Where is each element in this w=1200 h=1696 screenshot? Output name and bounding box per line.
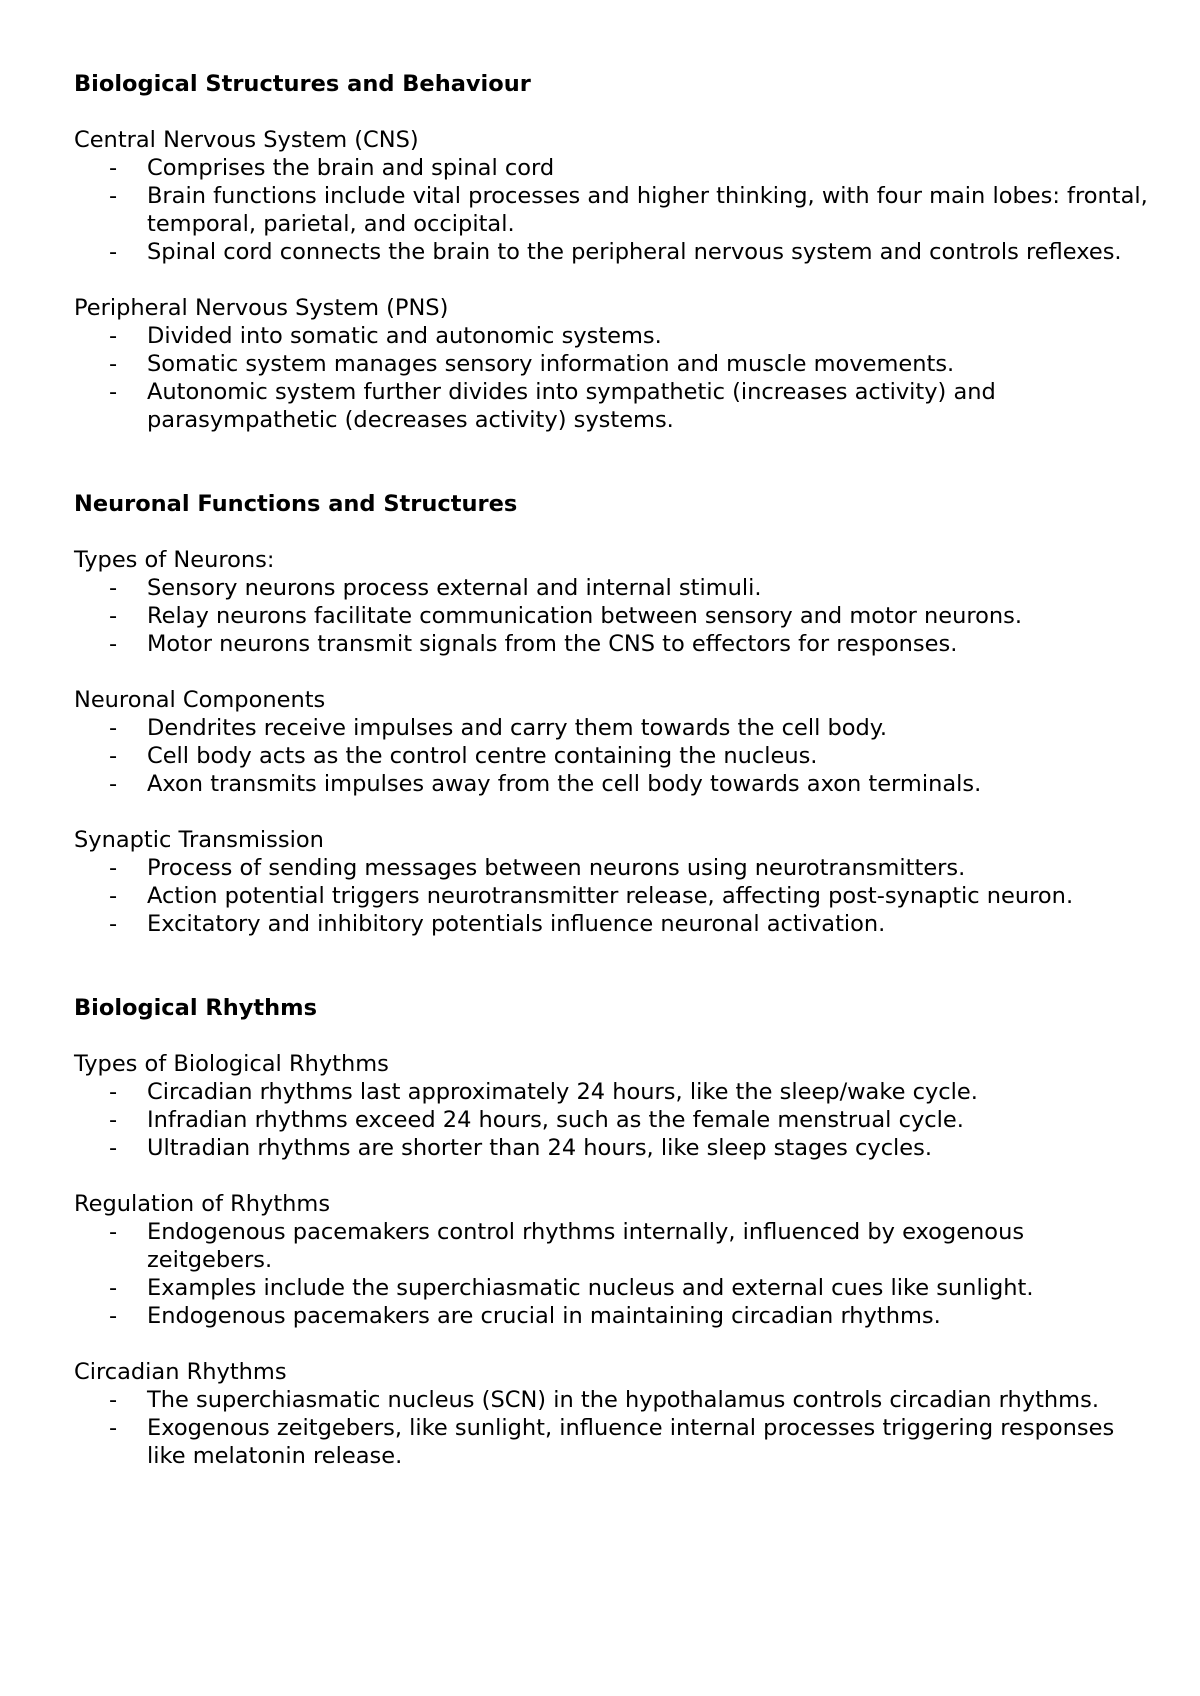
bullet-text: Action potential triggers neurotransmitter release, affecting post-synaptic neuron. [147,883,1074,909]
bullet-list [74,714,1154,798]
bullet-text: Dendrites receive impulses and carry them towards the cell body. [147,715,888,741]
bullet-text: Comprises the brain and spinal cord [147,155,555,181]
subsection-title: Regulation of Rhythms [74,1191,331,1217]
bullet-text: Sensory neurons process external and internal stimuli. [147,575,762,601]
bullet-text: The superchiasmatic nucleus (SCN) in the hypothalamus controls circadian rhythms. [147,1387,1099,1413]
subsection-title: Types of Biological Rhythms [74,1051,389,1077]
bullet-item [74,882,1154,910]
bullet-marker: - [109,771,118,797]
subsection-title: Neuronal Components [74,687,326,713]
bullet-text: Somatic system manages sensory information and muscle movements. [147,351,955,377]
subsection-title: Central Nervous System (CNS) [74,127,419,153]
bullet-marker: - [109,1275,118,1301]
bullet-item [74,910,1154,938]
subsection-title: Peripheral Nervous System (PNS) [74,295,449,321]
bullet-list [74,1078,1154,1162]
bullet-marker: - [109,575,118,601]
bullet-text: Endogenous pacemakers control rhythms internally, influenced by exogenous zeitgebers. [147,1219,1025,1273]
subsection-circadian-rhythms [74,1358,1154,1470]
bullet-marker: - [109,715,118,741]
section-biological-rhythms [74,994,1154,1470]
bullet-marker: - [109,1107,118,1133]
bullet-item [74,714,1154,742]
bullet-marker: - [109,883,118,909]
bullet-marker: - [109,323,118,349]
bullet-marker: - [109,351,118,377]
bullet-marker: - [109,743,118,769]
subsection-types-of-neurons [74,546,1154,658]
bullet-item [74,1134,1154,1162]
bullet-item [74,322,1154,350]
bullet-item [74,574,1154,602]
bullet-text: Motor neurons transmit signals from the CNS to effectors for responses. [147,631,958,657]
bullet-marker: - [109,1303,118,1329]
bullet-marker: - [109,1219,118,1245]
bullet-text: Autonomic system further divides into sympathetic (increases activity) and parasympathetic (decreases activity) systems. [147,379,996,433]
bullet-item [74,854,1154,882]
bullet-item [74,182,1154,238]
bullet-item [74,238,1154,266]
subsection-regulation-of-rhythms [74,1190,1154,1330]
bullet-text: Examples include the superchiasmatic nucleus and external cues like sunlight. [147,1275,1034,1301]
section-biological-structures [74,70,1154,434]
bullet-marker: - [109,911,118,937]
bullet-marker: - [109,603,118,629]
bullet-item [74,770,1154,798]
subsection-pns [74,294,1154,434]
bullet-text: Divided into somatic and autonomic systems. [147,323,662,349]
section-neuronal-functions [74,490,1154,938]
document-page [74,70,1154,1470]
bullet-text: Endogenous pacemakers are crucial in maintaining circadian rhythms. [147,1303,941,1329]
bullet-text: Cell body acts as the control centre containing the nucleus. [147,743,818,769]
bullet-marker: - [109,155,118,181]
section-heading: Biological Structures and Behaviour [74,71,531,97]
bullet-item [74,1218,1154,1274]
bullet-item [74,602,1154,630]
bullet-item [74,154,1154,182]
bullet-marker: - [109,379,118,405]
subsection-title: Types of Neurons: [74,547,275,573]
subsection-synaptic-transmission [74,826,1154,938]
bullet-marker: - [109,1415,118,1441]
section-heading: Biological Rhythms [74,995,317,1021]
bullet-item [74,1386,1154,1414]
bullet-item [74,1274,1154,1302]
bullet-text: Infradian rhythms exceed 24 hours, such as the female menstrual cycle. [147,1107,964,1133]
bullet-list [74,854,1154,938]
bullet-text: Ultradian rhythms are shorter than 24 hours, like sleep stages cycles. [147,1135,933,1161]
bullet-text: Brain functions include vital processes and higher thinking, with four main lobes: frontal, temporal, parietal, and occipital. [147,183,1148,237]
bullet-text: Relay neurons facilitate communication between sensory and motor neurons. [147,603,1023,629]
bullet-list [74,1218,1154,1330]
bullet-item [74,350,1154,378]
bullet-text: Spinal cord connects the brain to the peripheral nervous system and controls reflexes. [147,239,1122,265]
bullet-marker: - [109,631,118,657]
bullet-list [74,574,1154,658]
subsection-title: Circadian Rhythms [74,1359,287,1385]
bullet-text: Excitatory and inhibitory potentials influence neuronal activation. [147,911,886,937]
bullet-marker: - [109,1135,118,1161]
bullet-marker: - [109,855,118,881]
bullet-marker: - [109,239,118,265]
bullet-text: Circadian rhythms last approximately 24 hours, like the sleep/wake cycle. [147,1079,978,1105]
bullet-item [74,1078,1154,1106]
bullet-item [74,1106,1154,1134]
subsection-cns [74,126,1154,266]
bullet-item [74,1414,1154,1470]
bullet-list [74,322,1154,434]
bullet-marker: - [109,1079,118,1105]
subsection-neuronal-components [74,686,1154,798]
subsection-title: Synaptic Transmission [74,827,324,853]
bullet-marker: - [109,183,118,209]
bullet-marker: - [109,1387,118,1413]
bullet-text: Process of sending messages between neurons using neurotransmitters. [147,855,966,881]
bullet-item [74,1302,1154,1330]
bullet-item [74,378,1154,434]
section-heading: Neuronal Functions and Structures [74,491,518,517]
bullet-text: Axon transmits impulses away from the cell body towards axon terminals. [147,771,982,797]
subsection-types-of-rhythms [74,1050,1154,1162]
bullet-item [74,742,1154,770]
bullet-item [74,630,1154,658]
bullet-list [74,154,1154,266]
bullet-text: Exogenous zeitgebers, like sunlight, influence internal processes triggering responses like melatonin release. [147,1415,1115,1469]
bullet-list [74,1386,1154,1470]
